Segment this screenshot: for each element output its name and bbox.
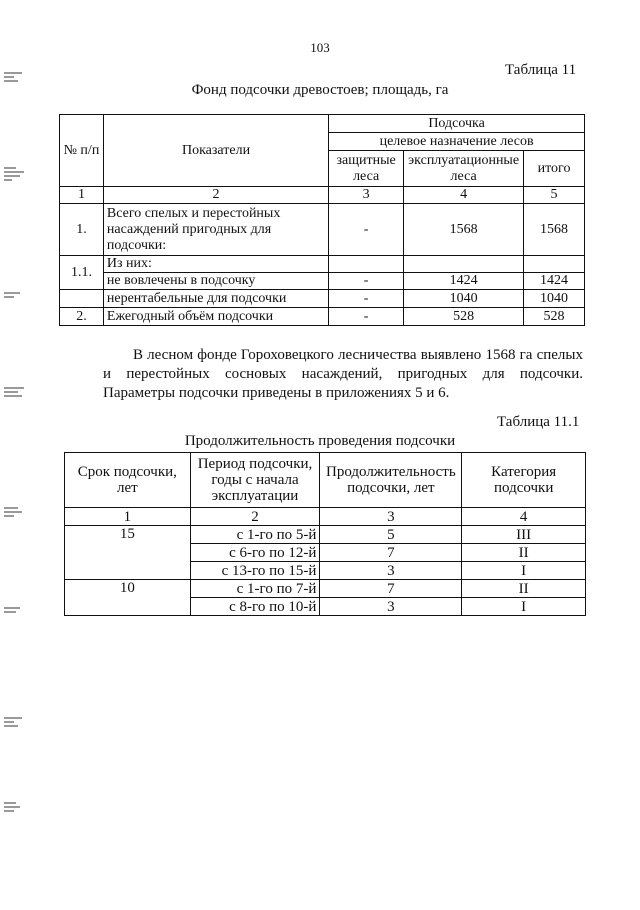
col-number: 5 [524, 187, 585, 204]
table-row [60, 290, 585, 308]
col-number: 3 [329, 187, 404, 204]
row-indicator: нерентабельные для подсочки [103, 290, 328, 308]
row-protective: - [329, 273, 404, 290]
table-row [60, 204, 585, 256]
row-num: 2. [60, 308, 104, 326]
table-11-title: Фонд подсочки древостоев; площадь, га [191, 82, 449, 98]
row-total: 1424 [524, 273, 585, 290]
header-term: Срок подсочки, лет [65, 453, 191, 508]
row-indicator: Ежегодный объём подсочки [103, 308, 328, 326]
scan-artifact [4, 70, 32, 84]
table-row [65, 580, 586, 598]
row-total: 1568 [524, 204, 585, 256]
row-duration: 3 [320, 562, 462, 580]
row-period: с 13-го по 15-й [190, 562, 320, 580]
header-num: № п/п [60, 115, 104, 187]
row-category: I [462, 598, 586, 616]
row-category: III [462, 526, 586, 544]
row-protective: - [329, 290, 404, 308]
table-row [65, 526, 586, 544]
header-indicator: Показатели [103, 115, 328, 187]
tapping-fund-table [59, 114, 585, 326]
row-term: 10 [65, 580, 191, 616]
row-num: 1.1. [60, 256, 104, 290]
scan-artifact [4, 605, 32, 615]
table-11-label: Таблица 11 [505, 62, 577, 78]
header-period: Период подсочки, годы с начала эксплуатации [190, 453, 320, 508]
row-indicator: Из них: [103, 256, 328, 273]
row-total: 1040 [524, 290, 585, 308]
row-indicator: не вовлечены в подсочку [103, 273, 328, 290]
row-protective: - [329, 308, 404, 326]
scan-artifact [4, 165, 32, 183]
empty-cell [524, 256, 585, 273]
col-number: 2 [190, 508, 320, 526]
row-category: II [462, 580, 586, 598]
header-protective: защитные леса [329, 151, 404, 187]
table-11-1-label: Таблица 11.1 [497, 414, 580, 430]
row-term: 15 [65, 526, 191, 580]
header-tapping: Подсочка [329, 115, 585, 133]
row-duration: 7 [320, 580, 462, 598]
row-exploitation: 528 [404, 308, 524, 326]
header-total: итого [524, 151, 585, 187]
table-row [60, 256, 585, 273]
row-duration: 5 [320, 526, 462, 544]
row-category: I [462, 562, 586, 580]
col-number: 2 [103, 187, 328, 204]
empty-cell [60, 290, 104, 308]
col-number: 4 [462, 508, 586, 526]
col-number: 4 [404, 187, 524, 204]
table-11-1-title: Продолжительность проведения подсочки [184, 433, 456, 449]
page-number: 103 [310, 40, 330, 55]
empty-cell [404, 256, 524, 273]
row-exploitation: 1040 [404, 290, 524, 308]
scan-artifact [4, 800, 32, 814]
row-period: с 1-го по 5-й [190, 526, 320, 544]
scan-artifact [4, 385, 32, 399]
row-protective: - [329, 204, 404, 256]
row-category: II [462, 544, 586, 562]
row-period: с 8-го по 10-й [190, 598, 320, 616]
body-paragraph: В лесном фонде Гороховецкого лесничества выявлено 1568 га спелых и перестойных сосновых насаждений, пригодных для подсочки. Параметры подсочки приведены в приложениях 5 и 6. [103, 347, 583, 401]
row-total: 528 [524, 308, 585, 326]
empty-cell [329, 256, 404, 273]
row-period: с 6-го по 12-й [190, 544, 320, 562]
row-indicator: Всего спелых и перестойных насаждений пригодных для подсочки: [103, 204, 328, 256]
scan-artifact [4, 290, 32, 300]
row-period: с 1-го по 7-й [190, 580, 320, 598]
scan-artifact [4, 715, 32, 729]
col-number: 3 [320, 508, 462, 526]
header-purpose: целевое назначение лесов [329, 133, 585, 151]
row-duration: 7 [320, 544, 462, 562]
row-exploitation: 1568 [404, 204, 524, 256]
row-num: 1. [60, 204, 104, 256]
row-exploitation: 1424 [404, 273, 524, 290]
tapping-duration-table [64, 452, 586, 616]
header-exploitation: эксплуатационные леса [404, 151, 524, 187]
scan-artifact [4, 505, 32, 519]
col-number: 1 [60, 187, 104, 204]
table-row [60, 273, 585, 290]
col-number: 1 [65, 508, 191, 526]
header-duration: Продолжительность подсочки, лет [320, 453, 462, 508]
row-duration: 3 [320, 598, 462, 616]
table-row [60, 308, 585, 326]
header-category: Категория подсочки [462, 453, 586, 508]
